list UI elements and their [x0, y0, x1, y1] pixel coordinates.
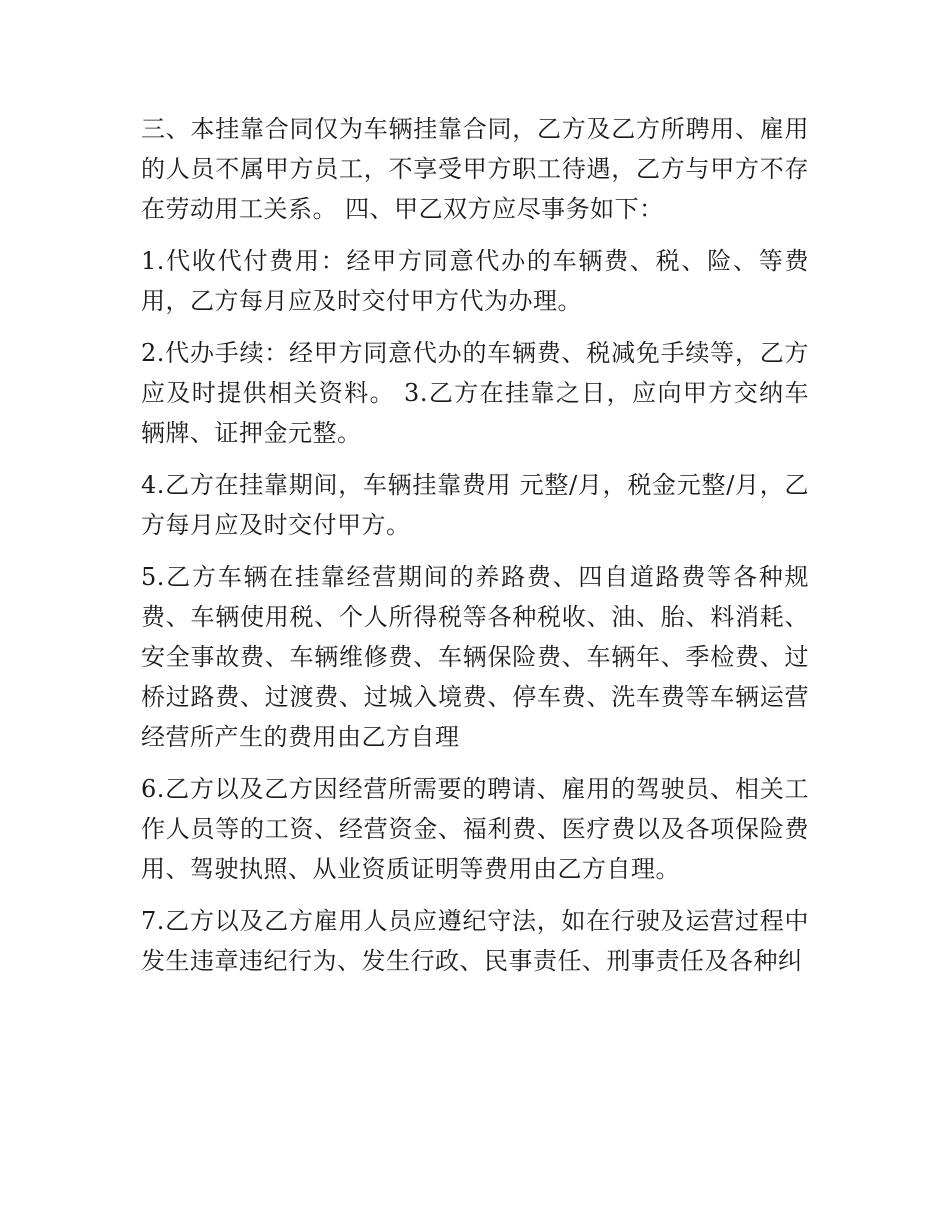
paragraph-item-5: 5.乙方车辆在挂靠经营期间的养路费、四自道路费等各种规费、车辆使用税、个人所得税等各种税收、油、胎、料消耗、安全事故费、车辆维修费、车辆保险费、车辆年、季检费、过桥过路费、过渡费、过城入境费、停车费、洗车费等车辆运营经营所产生的费用由乙方自理: [141, 563, 809, 751]
paragraph-item-4: 4.乙方在挂靠期间，车辆挂靠费用 元整/月，税金元整/月，乙方每月应及时交付甲方。: [141, 471, 809, 539]
paragraph-item-2-3: 2.代办手续：经甲方同意代办的车辆费、税减免手续等，乙方应及时提供相关资料。 3.乙方在挂靠之日，应向甲方交纳车辆牌、证押金元整。: [141, 339, 809, 447]
paragraph-clause-3-4: 三、本挂靠合同仅为车辆挂靠合同，乙方及乙方所聘用、雇用的人员不属甲方员工，不享受甲方职工待遇，乙方与甲方不存在劳动用工关系。 四、甲乙双方应尽事务如下：: [141, 115, 809, 223]
paragraph-item-7: 7.乙方以及乙方雇用人员应遵纪守法，如在行驶及运营过程中发生违章违纪行为、发生行政、民事责任、刑事责任及各种纠: [141, 907, 809, 975]
paragraph-item-6: 6.乙方以及乙方因经营所需要的聘请、雇用的驾驶员、相关工作人员等的工资、经营资金、福利费、医疗费以及各项保险费用、驾驶执照、从业资质证明等费用由乙方自理。: [141, 775, 809, 883]
paragraph-item-1: 1.代收代付费用：经甲方同意代办的车辆费、税、险、等费用，乙方每月应及时交付甲方代为办理。: [141, 247, 809, 315]
document-body: [141, 109, 809, 993]
